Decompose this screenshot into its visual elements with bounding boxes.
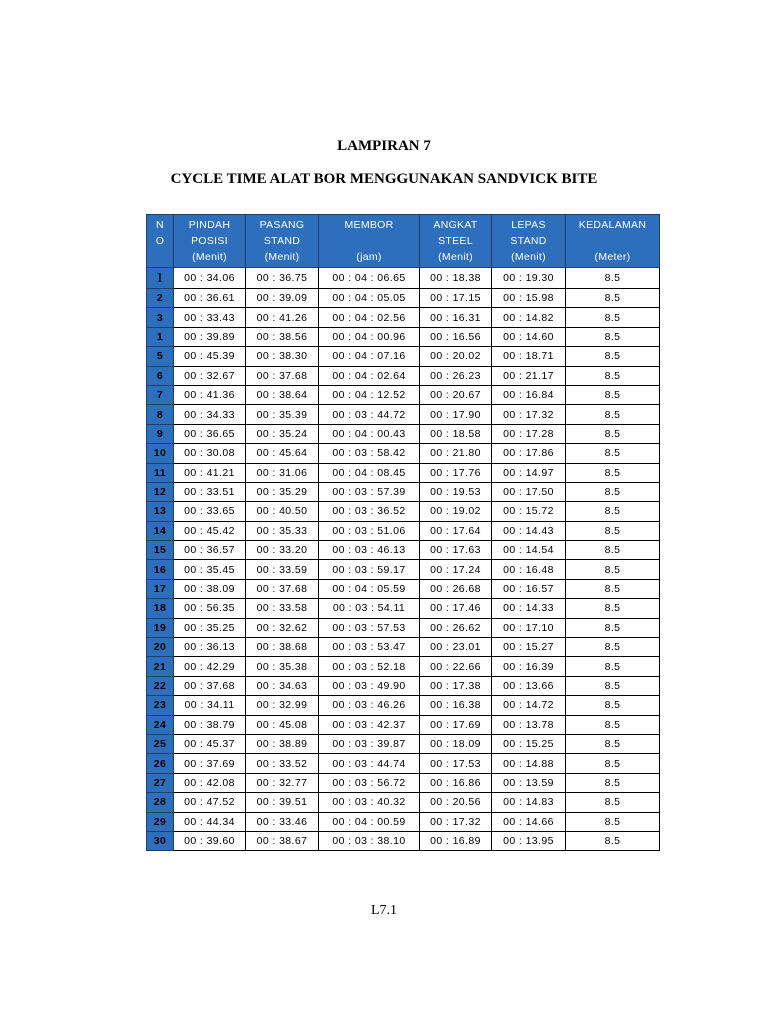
cell-pasang-stand: 00 : 39.09 <box>246 289 319 308</box>
cell-angkat-steel: 00 : 17.46 <box>420 599 492 618</box>
table-row <box>147 676 660 695</box>
table-row <box>147 541 660 560</box>
cell-lepas-stand: 00 : 15.27 <box>492 638 566 657</box>
cell-angkat-steel: 00 : 26.23 <box>420 366 492 385</box>
cell-angkat-steel: 00 : 17.32 <box>420 812 492 831</box>
cell-lepas-stand: 00 : 13.95 <box>492 831 566 850</box>
table-row <box>147 793 660 812</box>
table-row <box>147 773 660 792</box>
cell-pindah-posisi: 00 : 34.33 <box>174 405 246 424</box>
cell-pindah-posisi: 00 : 35.25 <box>174 618 246 637</box>
cell-pasang-stand: 00 : 35.24 <box>246 424 319 443</box>
cell-angkat-steel: 00 : 17.53 <box>420 754 492 773</box>
column-header-pindah-posisi <box>174 215 246 268</box>
column-header-no <box>147 215 174 268</box>
cell-membor: 00 : 03 : 57.39 <box>319 482 420 501</box>
row-number-cell: 5 <box>147 347 174 366</box>
cell-pindah-posisi: 00 : 33.43 <box>174 308 246 327</box>
cell-pindah-posisi: 00 : 33.51 <box>174 482 246 501</box>
column-header-pasang-stand <box>246 215 319 268</box>
cell-membor: 00 : 04 : 02.56 <box>319 308 420 327</box>
cell-angkat-steel: 00 : 18.09 <box>420 734 492 753</box>
row-number-cell: 7 <box>147 385 174 404</box>
cell-angkat-steel: 00 : 16.89 <box>420 831 492 850</box>
table-row <box>147 405 660 424</box>
row-number-cell: 20 <box>147 638 174 657</box>
cell-kedalaman: 8.5 <box>566 560 660 579</box>
cell-pasang-stand: 00 : 39.51 <box>246 793 319 812</box>
cell-membor: 00 : 04 : 00.96 <box>319 327 420 346</box>
cell-membor: 00 : 04 : 12.52 <box>319 385 420 404</box>
cell-kedalaman: 8.5 <box>566 347 660 366</box>
cell-pindah-posisi: 00 : 38.09 <box>174 579 246 598</box>
row-number-cell: 9 <box>147 424 174 443</box>
cell-lepas-stand: 00 : 16.48 <box>492 560 566 579</box>
cell-pindah-posisi: 00 : 36.57 <box>174 541 246 560</box>
cell-kedalaman: 8.5 <box>566 599 660 618</box>
cell-angkat-steel: 00 : 17.38 <box>420 676 492 695</box>
cell-pasang-stand: 00 : 38.67 <box>246 831 319 850</box>
table-row <box>147 812 660 831</box>
cell-lepas-stand: 00 : 16.84 <box>492 385 566 404</box>
cell-pindah-posisi: 00 : 34.11 <box>174 696 246 715</box>
cell-membor: 00 : 03 : 56.72 <box>319 773 420 792</box>
cell-angkat-steel: 00 : 19.53 <box>420 482 492 501</box>
cell-angkat-steel: 00 : 21.80 <box>420 444 492 463</box>
cell-kedalaman: 8.5 <box>566 327 660 346</box>
row-number-cell: 3 <box>147 308 174 327</box>
cell-membor: 00 : 03 : 59.17 <box>319 560 420 579</box>
table-row <box>147 734 660 753</box>
cell-membor: 00 : 04 : 08.45 <box>319 463 420 482</box>
header-line: (jam) <box>356 251 382 263</box>
cell-angkat-steel: 00 : 17.24 <box>420 560 492 579</box>
row-number-cell: 28 <box>147 793 174 812</box>
header-line <box>147 249 173 265</box>
table-row <box>147 268 660 289</box>
table-row <box>147 754 660 773</box>
cell-kedalaman: 8.5 <box>566 812 660 831</box>
table-row <box>147 385 660 404</box>
cell-pasang-stand: 00 : 33.59 <box>246 560 319 579</box>
cell-angkat-steel: 00 : 16.56 <box>420 327 492 346</box>
cell-pasang-stand: 00 : 40.50 <box>246 502 319 521</box>
row-number-cell: 27 <box>147 773 174 792</box>
row-number-cell: 12 <box>147 482 174 501</box>
header-line: LEPAS <box>511 219 546 231</box>
cell-kedalaman: 8.5 <box>566 754 660 773</box>
table-row <box>147 347 660 366</box>
header-line: O <box>155 235 165 247</box>
page-subtitle: CYCLE TIME ALAT BOR MENGGUNAKAN SANDVICK BITE <box>170 171 598 187</box>
header-line: (Menit) <box>264 251 300 263</box>
column-header-membor <box>319 215 420 268</box>
cell-membor: 00 : 04 : 00.59 <box>319 812 420 831</box>
table-row <box>147 638 660 657</box>
table-row <box>147 289 660 308</box>
cell-kedalaman: 8.5 <box>566 385 660 404</box>
table-row <box>147 308 660 327</box>
cell-membor: 00 : 04 : 05.59 <box>319 579 420 598</box>
cell-kedalaman: 8.5 <box>566 773 660 792</box>
table-row <box>147 696 660 715</box>
row-number-cell: 13 <box>147 502 174 521</box>
header-line <box>566 233 659 249</box>
cell-membor: 00 : 03 : 40.32 <box>319 793 420 812</box>
cell-pasang-stand: 00 : 45.08 <box>246 715 319 734</box>
cell-membor: 00 : 04 : 06.65 <box>319 268 420 289</box>
cell-membor: 00 : 03 : 44.72 <box>319 405 420 424</box>
table-row <box>147 502 660 521</box>
cell-pasang-stand: 00 : 38.68 <box>246 638 319 657</box>
cell-membor: 00 : 03 : 46.26 <box>319 696 420 715</box>
table-row <box>147 482 660 501</box>
cell-pindah-posisi: 00 : 36.13 <box>174 638 246 657</box>
cell-angkat-steel: 00 : 20.67 <box>420 385 492 404</box>
cell-angkat-steel: 00 : 16.31 <box>420 308 492 327</box>
column-header-kedalaman <box>566 215 660 268</box>
row-number-cell: 10 <box>147 444 174 463</box>
page-title: LAMPIRAN 7 <box>337 138 431 154</box>
cell-pasang-stand: 00 : 45.64 <box>246 444 319 463</box>
cell-membor: 00 : 03 : 44.74 <box>319 754 420 773</box>
cell-kedalaman: 8.5 <box>566 308 660 327</box>
cell-membor: 00 : 03 : 57.53 <box>319 618 420 637</box>
table-row <box>147 463 660 482</box>
row-number-cell: 14 <box>147 521 174 540</box>
header-line: STAND <box>510 235 547 247</box>
cell-pasang-stand: 00 : 36.75 <box>246 268 319 289</box>
cell-kedalaman: 8.5 <box>566 405 660 424</box>
table-body <box>147 268 660 851</box>
cell-pindah-posisi: 00 : 39.89 <box>174 327 246 346</box>
cell-lepas-stand: 00 : 13.66 <box>492 676 566 695</box>
cell-pindah-posisi: 00 : 36.61 <box>174 289 246 308</box>
cell-kedalaman: 8.5 <box>566 482 660 501</box>
header-line: (Menit) <box>192 251 227 263</box>
row-number-cell: 25 <box>147 734 174 753</box>
header-line: PASANG <box>259 219 305 231</box>
cell-pasang-stand: 00 : 32.77 <box>246 773 319 792</box>
page-number: L7.1 <box>370 903 398 918</box>
cell-pasang-stand: 00 : 38.89 <box>246 734 319 753</box>
cell-angkat-steel: 00 : 17.69 <box>420 715 492 734</box>
row-number-cell: 21 <box>147 657 174 676</box>
cell-lepas-stand: 00 : 15.72 <box>492 502 566 521</box>
row-number-cell: 11 <box>147 463 174 482</box>
table-row <box>147 618 660 637</box>
cell-pindah-posisi: 00 : 37.68 <box>174 676 246 695</box>
cell-angkat-steel: 00 : 17.15 <box>420 289 492 308</box>
cell-pindah-posisi: 00 : 47.52 <box>174 793 246 812</box>
cell-lepas-stand: 00 : 16.57 <box>492 579 566 598</box>
cell-pindah-posisi: 00 : 36.65 <box>174 424 246 443</box>
cell-kedalaman: 8.5 <box>566 541 660 560</box>
cell-membor: 00 : 04 : 05.05 <box>319 289 420 308</box>
cell-pasang-stand: 00 : 37.68 <box>246 366 319 385</box>
row-number-cell: 19 <box>147 618 174 637</box>
cell-pasang-stand: 00 : 38.56 <box>246 327 319 346</box>
cell-pindah-posisi: 00 : 30.08 <box>174 444 246 463</box>
cell-angkat-steel: 00 : 20.56 <box>420 793 492 812</box>
header-line: (Menit) <box>438 251 473 263</box>
cell-kedalaman: 8.5 <box>566 268 660 289</box>
cell-pasang-stand: 00 : 33.52 <box>246 754 319 773</box>
cell-membor: 00 : 03 : 54.11 <box>319 599 420 618</box>
table-row <box>147 424 660 443</box>
cell-pasang-stand: 00 : 37.68 <box>246 579 319 598</box>
cell-kedalaman: 8.5 <box>566 831 660 850</box>
cell-lepas-stand: 00 : 14.66 <box>492 812 566 831</box>
cell-pindah-posisi: 00 : 45.42 <box>174 521 246 540</box>
row-number-cell: 18 <box>147 599 174 618</box>
cell-lepas-stand: 00 : 14.33 <box>492 599 566 618</box>
cell-pindah-posisi: 00 : 32.67 <box>174 366 246 385</box>
cell-pindah-posisi: 00 : 41.36 <box>174 385 246 404</box>
table-row <box>147 715 660 734</box>
cell-angkat-steel: 00 : 20.02 <box>420 347 492 366</box>
cell-kedalaman: 8.5 <box>566 638 660 657</box>
cell-membor: 00 : 03 : 53.47 <box>319 638 420 657</box>
cell-angkat-steel: 00 : 17.64 <box>420 521 492 540</box>
table-row <box>147 560 660 579</box>
row-number-cell: 2 <box>147 289 174 308</box>
cell-pasang-stand: 00 : 38.64 <box>246 385 319 404</box>
cell-pasang-stand: 00 : 31.06 <box>246 463 319 482</box>
cell-pindah-posisi: 00 : 33.65 <box>174 502 246 521</box>
cell-pindah-posisi: 00 : 34.06 <box>174 268 246 289</box>
header-line: PINDAH <box>188 219 231 231</box>
column-header-lepas-stand <box>492 215 566 268</box>
header-line: POSISI <box>191 235 228 247</box>
cell-pasang-stand: 00 : 33.58 <box>246 599 319 618</box>
row-number-cell: 23 <box>147 696 174 715</box>
cell-pasang-stand: 00 : 35.29 <box>246 482 319 501</box>
cell-angkat-steel: 00 : 16.38 <box>420 696 492 715</box>
row-number-cell: 30 <box>147 831 174 850</box>
cell-lepas-stand: 00 : 16.39 <box>492 657 566 676</box>
cell-pasang-stand: 00 : 35.38 <box>246 657 319 676</box>
table-row <box>147 366 660 385</box>
cell-membor: 00 : 03 : 42.37 <box>319 715 420 734</box>
cell-kedalaman: 8.5 <box>566 618 660 637</box>
cell-angkat-steel: 00 : 19.02 <box>420 502 492 521</box>
cell-angkat-steel: 00 : 26.62 <box>420 618 492 637</box>
cell-pindah-posisi: 00 : 39.60 <box>174 831 246 850</box>
cell-membor: 00 : 03 : 49.90 <box>319 676 420 695</box>
header-line: N <box>156 219 164 231</box>
column-header-angkat-steel <box>420 215 492 268</box>
cell-pindah-posisi: 00 : 44.34 <box>174 812 246 831</box>
cell-pindah-posisi: 00 : 37.69 <box>174 754 246 773</box>
cell-membor: 00 : 03 : 36.52 <box>319 502 420 521</box>
row-number-cell: 29 <box>147 812 174 831</box>
cell-lepas-stand: 00 : 17.28 <box>492 424 566 443</box>
cell-pindah-posisi: 00 : 41.21 <box>174 463 246 482</box>
row-number-cell: 17 <box>147 579 174 598</box>
cell-kedalaman: 8.5 <box>566 676 660 695</box>
cell-pasang-stand: 00 : 38.30 <box>246 347 319 366</box>
cell-pindah-posisi: 00 : 56.35 <box>174 599 246 618</box>
table-row <box>147 599 660 618</box>
cell-lepas-stand: 00 : 14.72 <box>492 696 566 715</box>
cell-lepas-stand: 00 : 14.97 <box>492 463 566 482</box>
cell-pindah-posisi: 00 : 45.37 <box>174 734 246 753</box>
cell-kedalaman: 8.5 <box>566 502 660 521</box>
cycle-time-table <box>146 214 660 851</box>
cell-lepas-stand: 00 : 14.60 <box>492 327 566 346</box>
cell-pindah-posisi: 00 : 38.79 <box>174 715 246 734</box>
header-line: STAND <box>263 235 301 247</box>
cell-kedalaman: 8.5 <box>566 424 660 443</box>
cell-lepas-stand: 00 : 18.71 <box>492 347 566 366</box>
cell-angkat-steel: 00 : 18.58 <box>420 424 492 443</box>
cell-lepas-stand: 00 : 13.78 <box>492 715 566 734</box>
row-number-cell: 1 <box>147 268 174 289</box>
cell-membor: 00 : 03 : 51.06 <box>319 521 420 540</box>
header-row <box>147 215 660 268</box>
cell-lepas-stand: 00 : 19.30 <box>492 268 566 289</box>
cell-pasang-stand: 00 : 34.63 <box>246 676 319 695</box>
cell-pasang-stand: 00 : 33.46 <box>246 812 319 831</box>
row-number-cell: 6 <box>147 366 174 385</box>
cell-lepas-stand: 00 : 17.10 <box>492 618 566 637</box>
cell-pasang-stand: 00 : 41.26 <box>246 308 319 327</box>
cell-angkat-steel: 00 : 17.90 <box>420 405 492 424</box>
cell-pindah-posisi: 00 : 35.45 <box>174 560 246 579</box>
header-line: (Meter) <box>594 251 631 263</box>
cell-angkat-steel: 00 : 17.76 <box>420 463 492 482</box>
header-line: ANGKAT <box>433 219 478 231</box>
cell-lepas-stand: 00 : 14.43 <box>492 521 566 540</box>
cell-angkat-steel: 00 : 23.01 <box>420 638 492 657</box>
cell-lepas-stand: 00 : 17.50 <box>492 482 566 501</box>
row-number-cell: 8 <box>147 405 174 424</box>
cell-kedalaman: 8.5 <box>566 715 660 734</box>
cell-membor: 00 : 04 : 02.64 <box>319 366 420 385</box>
row-number-cell: 24 <box>147 715 174 734</box>
row-number-cell: 16 <box>147 560 174 579</box>
cell-membor: 00 : 03 : 52.18 <box>319 657 420 676</box>
cell-kedalaman: 8.5 <box>566 289 660 308</box>
cell-kedalaman: 8.5 <box>566 444 660 463</box>
row-number-cell: 1 <box>147 327 174 346</box>
cell-pindah-posisi: 00 : 42.08 <box>174 773 246 792</box>
cell-kedalaman: 8.5 <box>566 734 660 753</box>
cell-membor: 00 : 04 : 07.16 <box>319 347 420 366</box>
table-row <box>147 579 660 598</box>
cell-angkat-steel: 00 : 17.63 <box>420 541 492 560</box>
cell-kedalaman: 8.5 <box>566 366 660 385</box>
table-row <box>147 444 660 463</box>
header-line: STEEL <box>438 235 473 247</box>
table-row <box>147 327 660 346</box>
row-number-cell: 26 <box>147 754 174 773</box>
header-line: (Menit) <box>511 251 546 263</box>
cell-lepas-stand: 00 : 14.88 <box>492 754 566 773</box>
cell-kedalaman: 8.5 <box>566 463 660 482</box>
table-row <box>147 657 660 676</box>
table-row <box>147 521 660 540</box>
cell-lepas-stand: 00 : 15.25 <box>492 734 566 753</box>
cell-membor: 00 : 03 : 38.10 <box>319 831 420 850</box>
cell-lepas-stand: 00 : 14.83 <box>492 793 566 812</box>
cell-lepas-stand: 00 : 21.17 <box>492 366 566 385</box>
cell-pasang-stand: 00 : 32.62 <box>246 618 319 637</box>
cell-lepas-stand: 00 : 14.82 <box>492 308 566 327</box>
row-number-cell: 15 <box>147 541 174 560</box>
cell-kedalaman: 8.5 <box>566 696 660 715</box>
cell-pindah-posisi: 00 : 42.29 <box>174 657 246 676</box>
cell-kedalaman: 8.5 <box>566 579 660 598</box>
cell-membor: 00 : 03 : 58.42 <box>319 444 420 463</box>
cell-lepas-stand: 00 : 15.98 <box>492 289 566 308</box>
cell-angkat-steel: 00 : 22.66 <box>420 657 492 676</box>
table-row <box>147 831 660 850</box>
cell-pindah-posisi: 00 : 45.39 <box>174 347 246 366</box>
header-line: KEDALAMAN <box>578 219 647 231</box>
cell-pasang-stand: 00 : 33.20 <box>246 541 319 560</box>
row-number-cell: 22 <box>147 676 174 695</box>
cell-angkat-steel: 00 : 26.68 <box>420 579 492 598</box>
cell-membor: 00 : 04 : 00.43 <box>319 424 420 443</box>
cell-lepas-stand: 00 : 17.86 <box>492 444 566 463</box>
cell-angkat-steel: 00 : 16.86 <box>420 773 492 792</box>
cell-kedalaman: 8.5 <box>566 657 660 676</box>
cell-membor: 00 : 03 : 46.13 <box>319 541 420 560</box>
cell-kedalaman: 8.5 <box>566 793 660 812</box>
cell-kedalaman: 8.5 <box>566 521 660 540</box>
cell-pasang-stand: 00 : 35.39 <box>246 405 319 424</box>
cell-pasang-stand: 00 : 32.99 <box>246 696 319 715</box>
cell-lepas-stand: 00 : 14.54 <box>492 541 566 560</box>
header-line: MEMBOR <box>344 219 394 231</box>
cell-lepas-stand: 00 : 17.32 <box>492 405 566 424</box>
header-line <box>319 233 419 249</box>
cell-angkat-steel: 00 : 18.38 <box>420 268 492 289</box>
cell-lepas-stand: 00 : 13.59 <box>492 773 566 792</box>
cell-membor: 00 : 03 : 39.87 <box>319 734 420 753</box>
cell-pasang-stand: 00 : 35.33 <box>246 521 319 540</box>
